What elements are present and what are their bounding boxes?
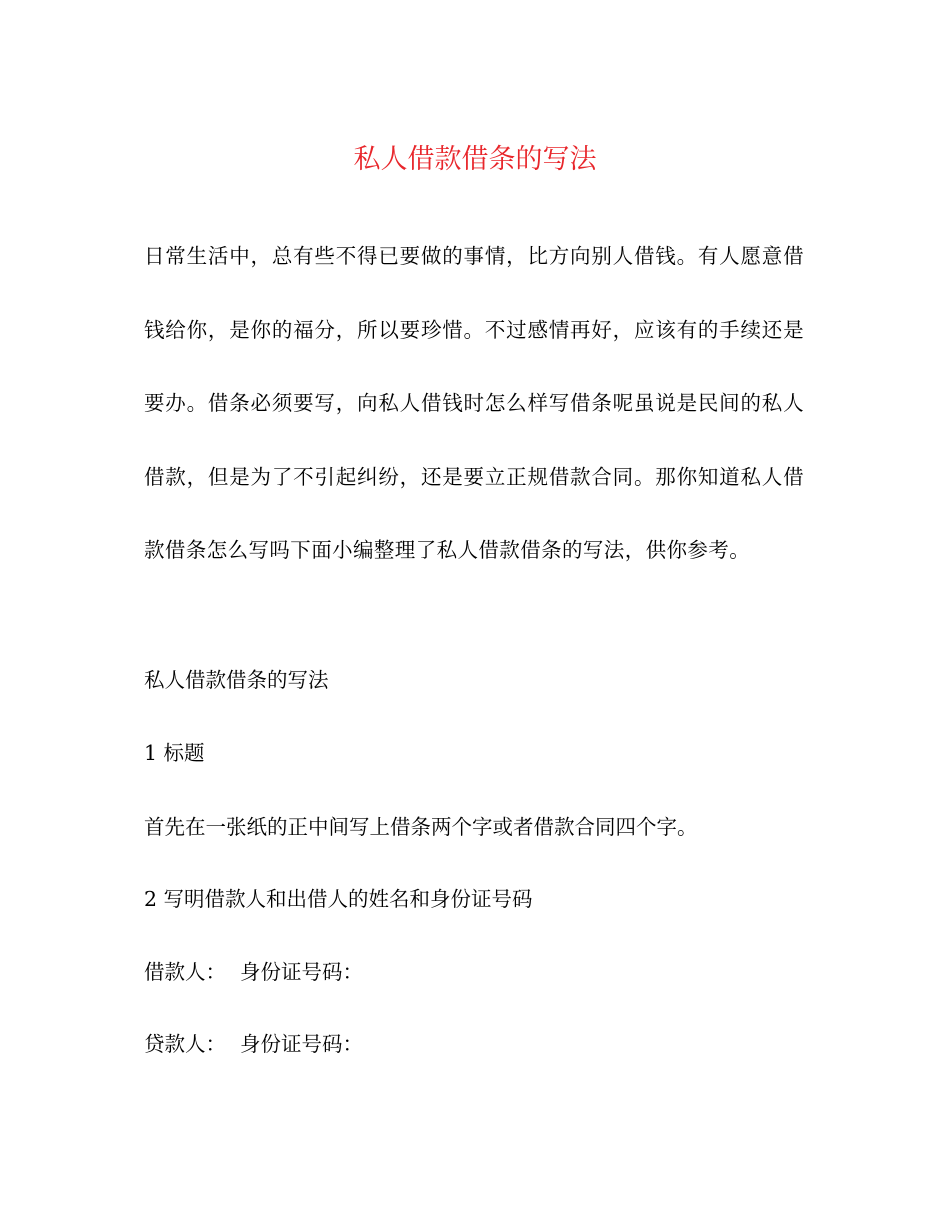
lender-line: [144, 1024, 824, 1064]
lender-label: 贷款人：: [144, 1032, 226, 1056]
step1-heading: 1 标题: [144, 741, 205, 765]
document-title: 私人借款借条的写法: [353, 144, 597, 175]
borrower-id-label: 身份证号码：: [240, 960, 363, 984]
intro-paragraph: 日常生活中，总有些不得已要做的事情，比方向别人借钱。有人愿意借钱给你，是你的福分，所以要珍惜。不过感情再好，应该有的手续还是要办。借条必须要写，向私人借钱时怎么样写借条呢虽说是民间的私人借款，但是为了不引起纠纷，还是要立正规借款合同。那你知道私人借款借条怎么写吗下面小编整理了私人借款借条的写法，供你参考。: [144, 244, 804, 562]
borrower-label: 借款人：: [144, 960, 226, 984]
section-heading: 私人借款借条的写法: [144, 668, 329, 692]
borrower-line: [144, 952, 824, 992]
step1-text: 首先在一张纸的正中间写上借条两个字或者借款合同四个字。: [144, 815, 698, 839]
lender-id-label: 身份证号码：: [240, 1032, 363, 1056]
step2-heading: 2 写明借款人和出借人的姓名和身份证号码: [144, 887, 533, 911]
